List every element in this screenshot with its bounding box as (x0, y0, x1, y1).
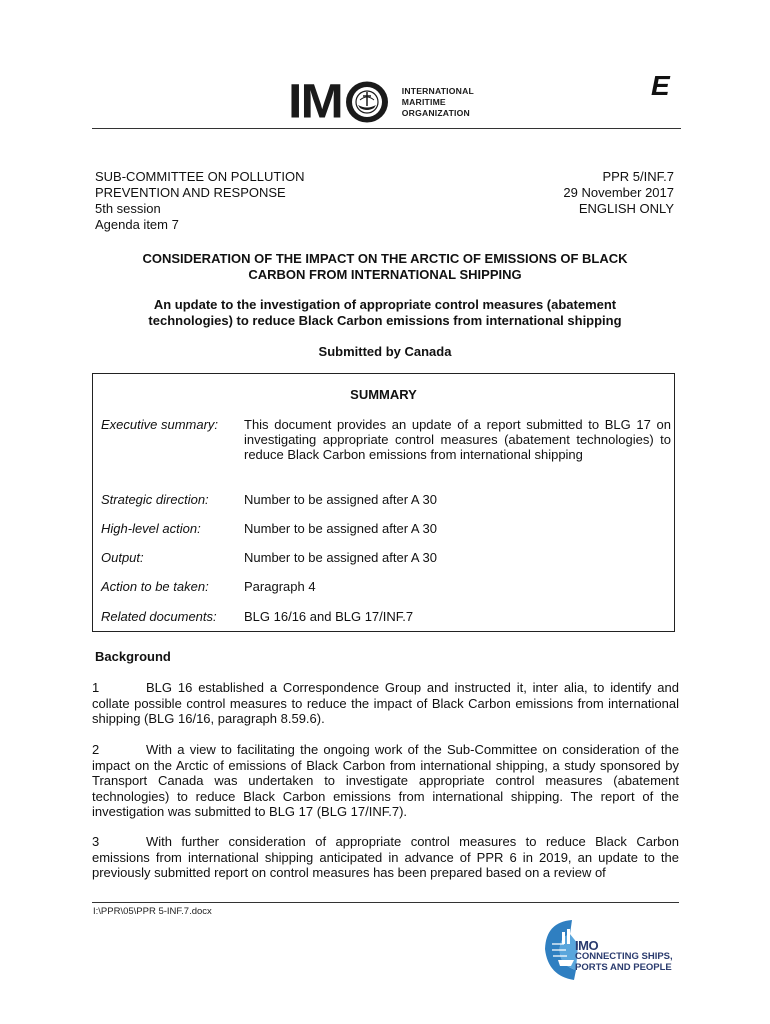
paragraph (92, 680, 679, 727)
paragraph-text: BLG 16 established a Correspondence Group and instructed it, inter alia, to identify and collate possible control measures to reduce the impact of Black Carbon emissions from international shipping (BLG 16/16, paragraph 8.59.6). (92, 680, 679, 726)
summary-value: BLG 16/16 and BLG 17/INF.7 (244, 609, 414, 624)
agenda-item: Agenda item 7 (95, 217, 179, 232)
submitted-by: Submitted by Canada (318, 344, 452, 359)
imo-logo-letters-m: M (300, 75, 342, 129)
campaign-logo-icon (540, 914, 690, 984)
footer-divider (92, 902, 679, 903)
summary-label: Action to be taken: (101, 579, 209, 594)
language-note: ENGLISH ONLY (578, 201, 674, 216)
campaign-slogan-line1: CONNECTING SHIPS, (575, 951, 673, 962)
org-name-line2: MARITIME (401, 96, 446, 107)
summary-label: Executive summary: (101, 417, 219, 432)
summary-label: Strategic direction: (101, 492, 209, 507)
language-code: E (651, 70, 670, 101)
document-title (95, 251, 675, 283)
document-info (563, 169, 674, 217)
paragraph-number: 2 (92, 742, 100, 757)
paragraph-text: With a view to facilitating the ongoing work of the Sub-Committee on consideration of the impact on the Arctic of emissions of Black Carbon from international shipping, a study sponsored by Transport Canada was undertaken to investigate appropriate control measures (abatement technologies) to reduce Black Carbon emissions from international shipping. The report of the investigation was submitted to BLG 17 (BLG 17/INF.7). (92, 742, 679, 819)
imo-logo (288, 75, 474, 129)
title-line1: CONSIDERATION OF THE IMPACT ON THE ARCTIC OF EMISSIONS OF BLACK (142, 251, 628, 266)
summary-value: Number to be assigned after A 30 (244, 521, 437, 536)
header-divider (92, 128, 681, 129)
doc-date: 29 November 2017 (563, 185, 674, 200)
summary-label: High-level action: (101, 521, 201, 536)
file-path: I:\PPR\05\PPR 5-INF.7.docx (93, 906, 212, 917)
subtitle-line1: An update to the investigation of appropriate control measures (abatement (153, 297, 617, 312)
paragraph-number: 3 (92, 834, 100, 849)
summary-value: This document provides an update of a report submitted to BLG 17 on investigating appropriate control measures (abatement technologies) to reduce Black Carbon emissions from international shipping (244, 417, 671, 462)
summary-value: Number to be assigned after A 30 (244, 550, 437, 565)
session: 5th session (95, 201, 161, 216)
committee-line1: SUB-COMMITTEE ON POLLUTION (95, 169, 305, 184)
org-name (402, 86, 474, 119)
paragraph (92, 742, 679, 820)
summary-heading: SUMMARY (350, 387, 417, 402)
summary-label: Related documents: (101, 609, 217, 624)
committee-info (95, 169, 304, 233)
subtitle-line2: technologies) to reduce Black Carbon emissions from international shipping (148, 313, 622, 328)
campaign-logo-text: IMO (575, 938, 599, 953)
summary-label: Output: (101, 550, 144, 565)
summary-box (92, 373, 675, 632)
paragraph-text: With further consideration of appropriate control measures to reduce Black Carbon emissions from international shipping anticipated in advance of PPR 6 in 2019, an update to the previously submitted report on control measures has been prepared based on a review of (92, 834, 679, 880)
doc-reference: PPR 5/INF.7 (602, 169, 674, 184)
title-line2: CARBON FROM INTERNATIONAL SHIPPING (248, 267, 522, 282)
section-heading: Background (95, 649, 171, 664)
campaign-slogan-line2: PORTS AND PEOPLE (575, 962, 672, 973)
summary-value: Number to be assigned after A 30 (244, 492, 437, 507)
org-name-line3: ORGANIZATION (401, 107, 470, 118)
summary-value: Paragraph 4 (244, 579, 316, 594)
org-name-line1: INTERNATIONAL (401, 85, 474, 96)
paragraph (92, 834, 679, 881)
document-subtitle (95, 297, 675, 329)
campaign-slogan (575, 951, 673, 973)
imo-logo-letters-i: I (288, 75, 301, 129)
imo-emblem-icon (344, 80, 390, 124)
committee-line2: PREVENTION AND RESPONSE (95, 185, 286, 200)
paragraph-number: 1 (92, 680, 100, 695)
